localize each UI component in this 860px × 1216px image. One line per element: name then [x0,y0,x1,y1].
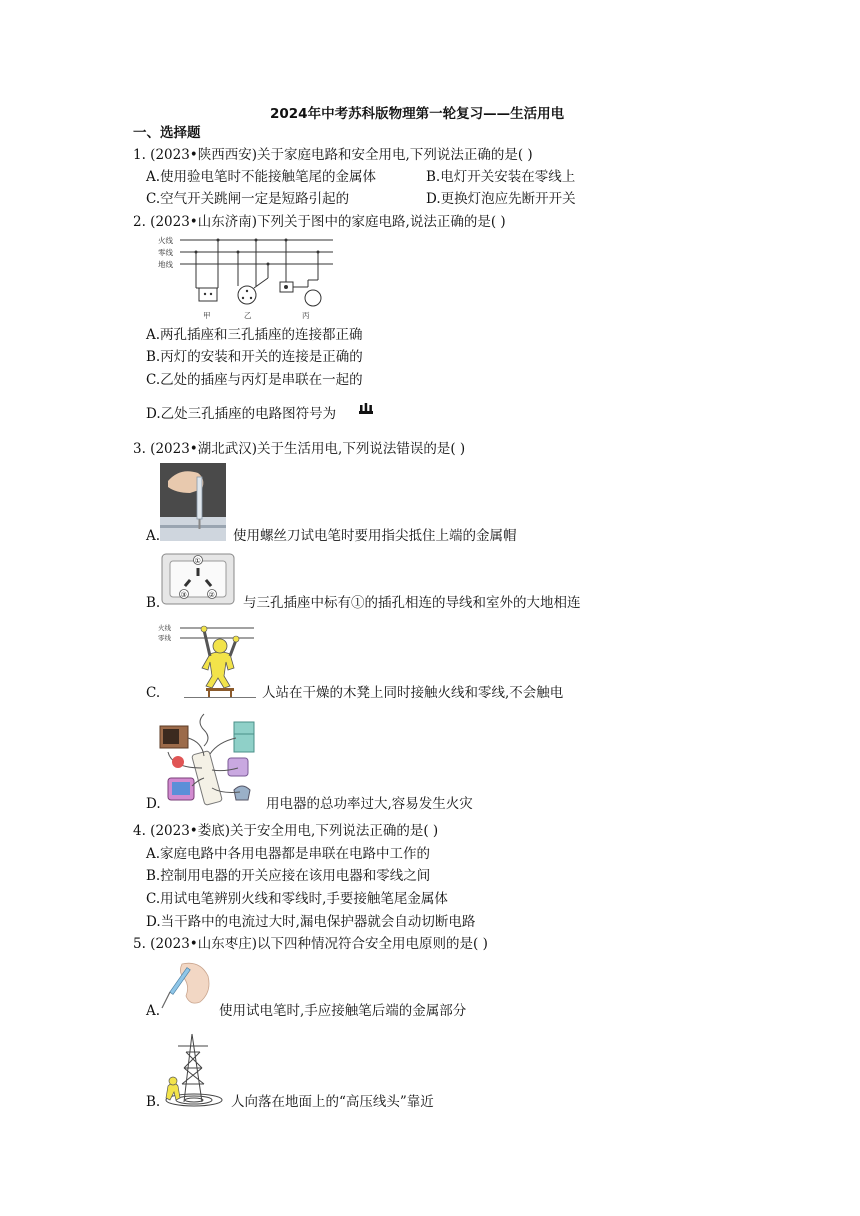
label-jia: 甲 [203,311,211,320]
page-title: 2024年中考苏科版物理第一轮复习——生活用电 [270,106,565,122]
option-b-letter: B. [146,595,161,611]
option-c-text: 人站在干燥的木凳上同时接触火线和零线,不会触电 [262,685,564,701]
ground-wire-label: 地线 [158,260,173,269]
question-stem: 4. (2023•娄底)关于安全用电,下列说法正确的是( ) [133,823,439,839]
option-a-letter: A. [146,528,161,544]
question-stem: 3. (2023•湖北武汉)关于生活用电,下列说法错误的是( ) [133,441,466,457]
option-d: D.乙处三孔插座的电路图符号为 [146,406,337,422]
option-d: D.当干路中的电流过大时,漏电保护器就会自动切断电路 [146,914,476,930]
option-a-text: 使用试电笔时,手应接触笔后端的金属部分 [219,1003,467,1019]
overloaded-power-strip-figure [158,712,262,810]
option-b: B.丙灯的安装和开关的连接是正确的 [146,349,363,365]
hole-1-label: ① [194,557,201,565]
high-voltage-tower-figure [162,1032,224,1110]
neutral-wire-label: 零线 [158,634,171,642]
section-heading: 一、选择题 [133,125,201,141]
question-stem: 2. (2023•山东济南)下列关于图中的家庭电路,说法正确的是( ) [133,214,506,230]
live-wire-label: 火线 [158,236,173,245]
option-b: B.控制用电器的开关应接在该用电器和零线之间 [146,868,431,884]
option-a: A.使用验电笔时不能接触笔尾的金属体 [146,169,377,185]
label-bing: 丙 [302,311,310,320]
option-a-letter: A. [146,1003,161,1019]
option-c: C.用试电笔辨别火线和零线时,手要接触笔尾金属体 [146,891,448,907]
hole-3-label: ③ [180,591,187,599]
option-b-letter: B. [146,1094,161,1110]
hole-2-label: ② [208,591,215,599]
three-hole-socket-symbol-icon [359,403,373,415]
option-c: C.乙处的插座与丙灯是串联在一起的 [146,372,363,388]
screwdriver-tester-photo [160,463,226,541]
option-d-text: 用电器的总功率过大,容易发生火灾 [266,796,473,812]
option-b: B.电灯开关安装在零线上 [426,169,576,185]
option-d: D.更换灯泡应先断开开关 [426,191,576,207]
option-a-text: 使用螺丝刀试电笔时要用指尖抵住上端的金属帽 [233,528,517,544]
option-c-letter: C. [146,685,161,701]
option-d-letter: D. [146,796,161,812]
neutral-wire-label: 零线 [158,248,173,257]
household-circuit-diagram [158,232,338,322]
option-b-text: 人向落在地面上的“高压线头”靠近 [231,1094,434,1110]
option-b-text: 与三孔插座中标有①的插孔相连的导线和室外的大地相连 [243,595,581,611]
option-c: C.空气开关跳闸一定是短路引起的 [146,191,350,207]
person-on-stool-figure [158,618,256,698]
three-hole-socket-figure [161,553,235,605]
option-a: A.家庭电路中各用电器都是串联在电路中工作的 [146,846,431,862]
option-a: A.两孔插座和三孔插座的连接都正确 [146,327,363,343]
test-pen-hand-figure [160,958,212,1018]
live-wire-label: 火线 [158,624,171,632]
question-stem: 5. (2023•山东枣庄)以下四种情况符合安全用电原则的是( ) [133,936,488,952]
label-yi: 乙 [244,311,252,320]
question-stem: 1. (2023•陕西西安)关于家庭电路和安全用电,下列说法正确的是( ) [133,147,533,163]
